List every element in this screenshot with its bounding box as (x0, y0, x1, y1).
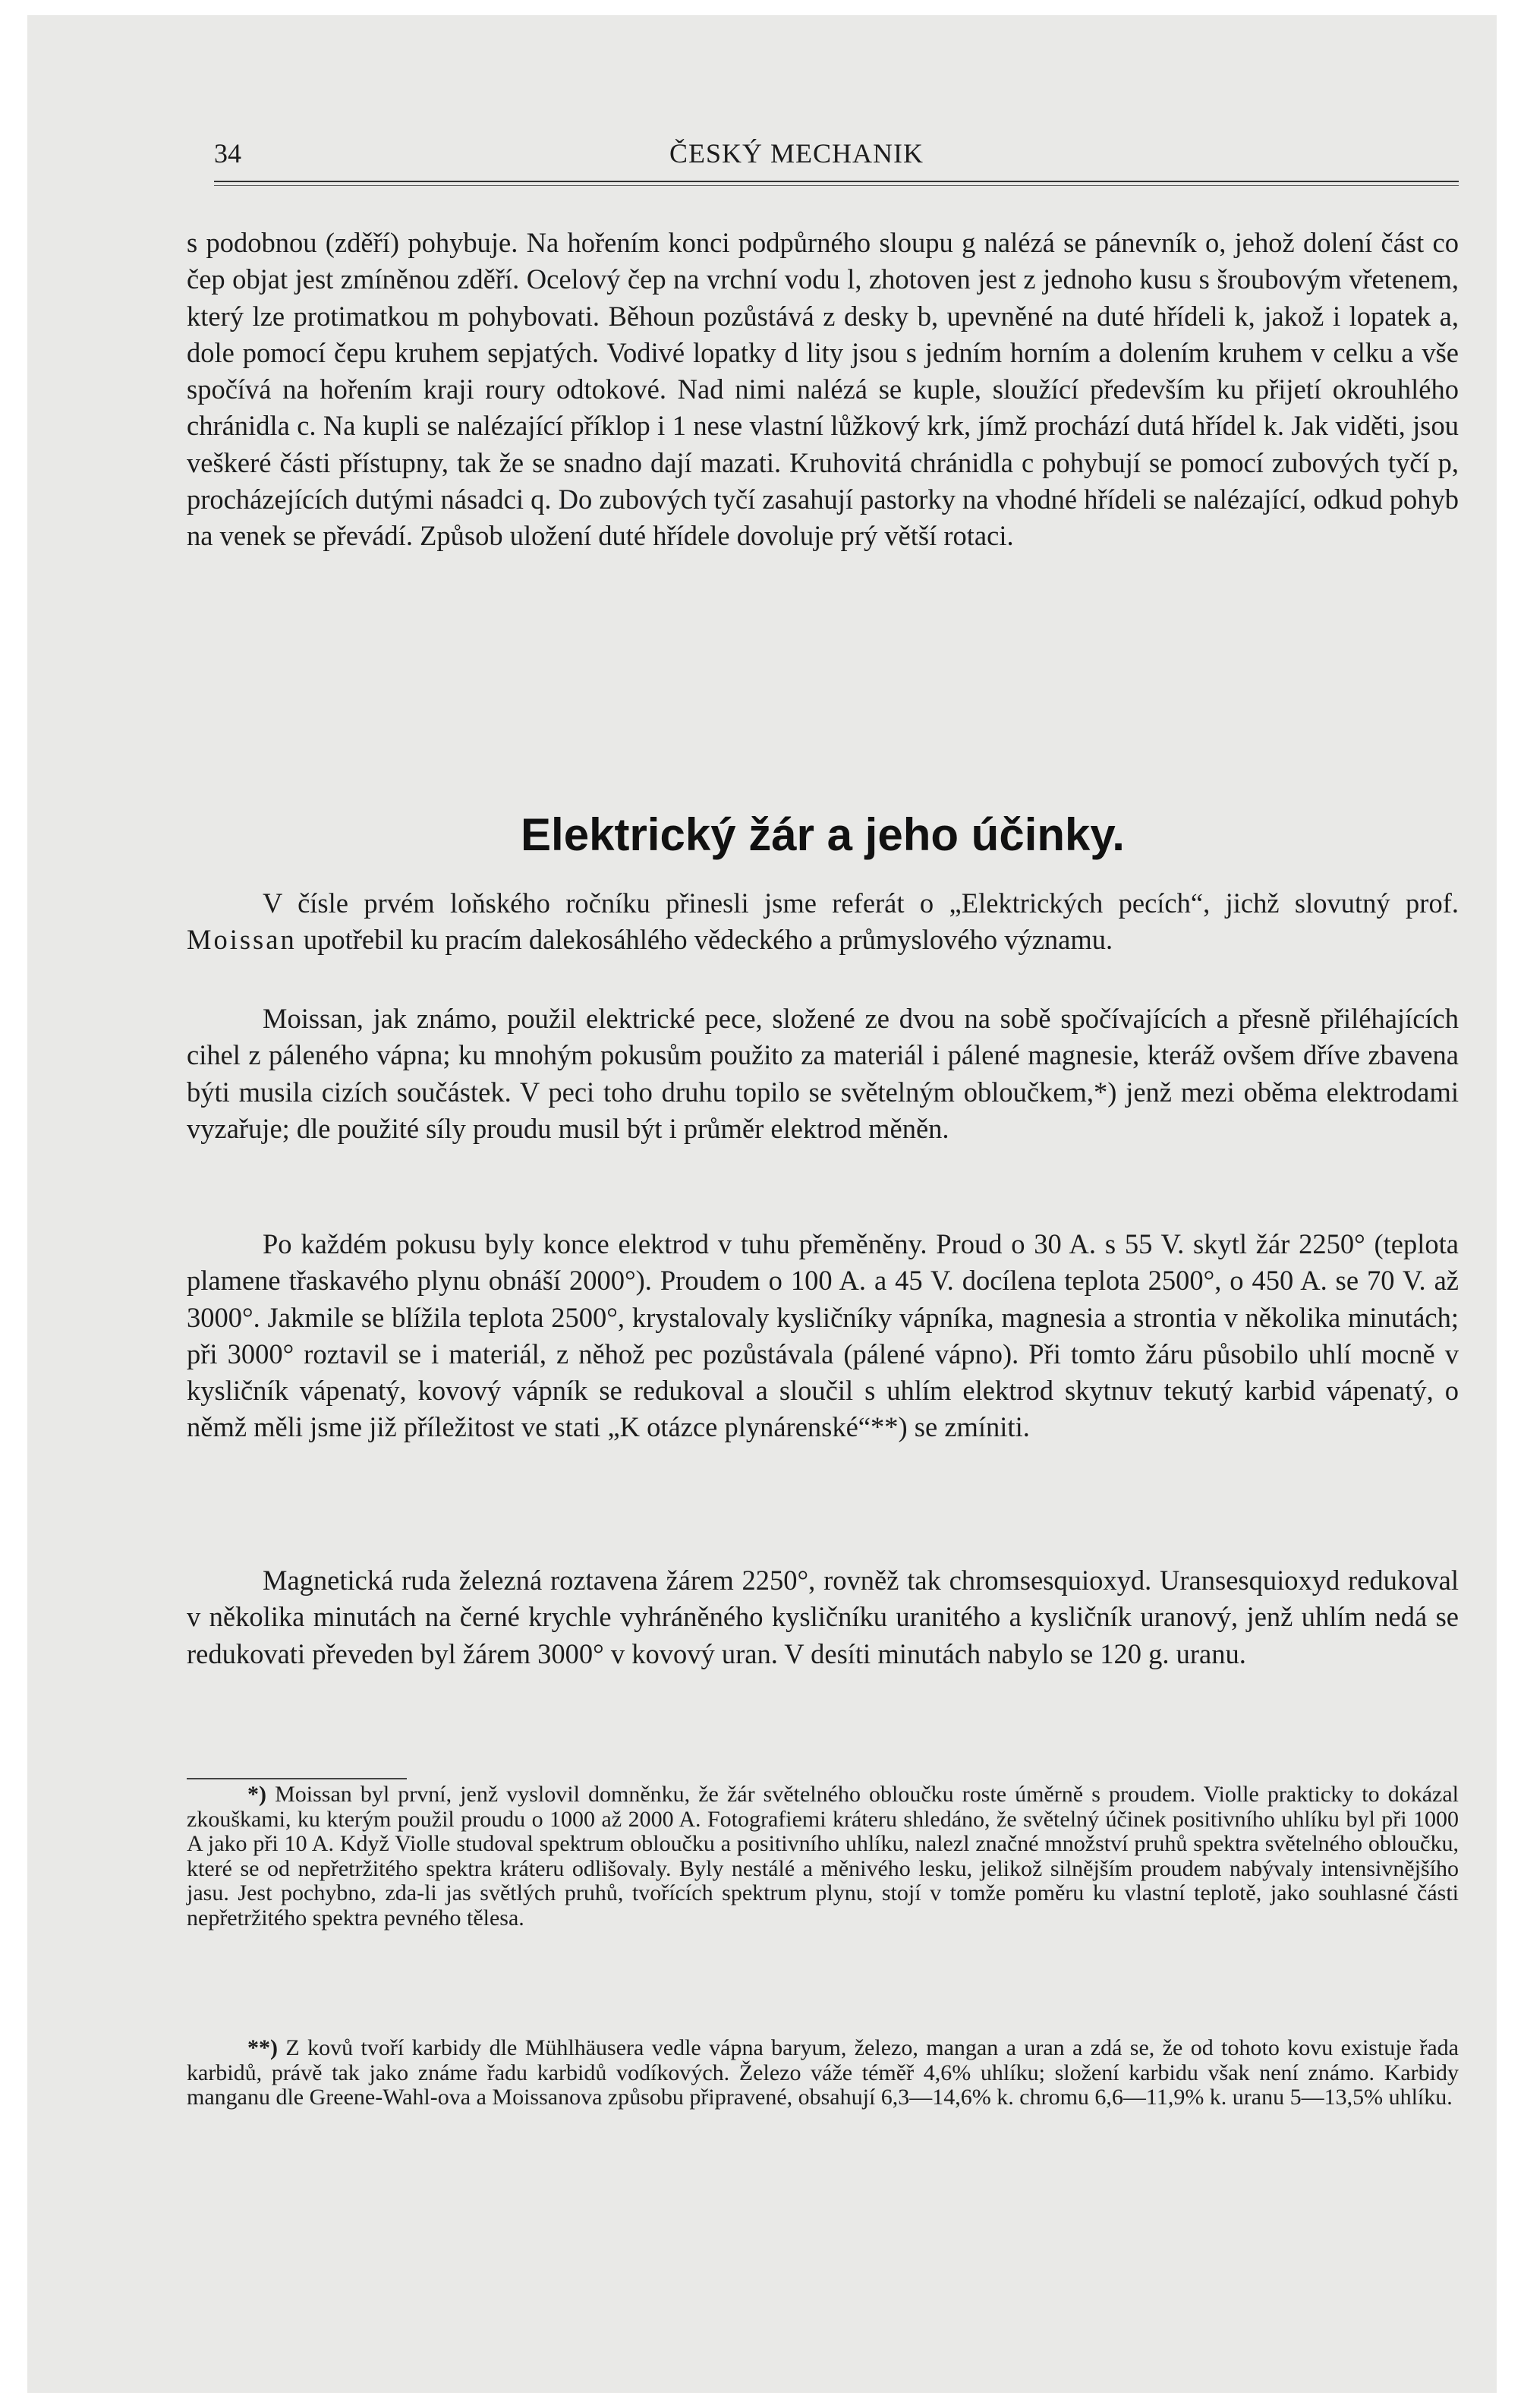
page-number: 34 (214, 138, 241, 169)
intro-paragraph: s podobnou (zděří) pohybuje. Na hořením konci podpůrného sloupu g nalézá se pánevník o, jehož dolení část co čep objat jest zmíněnou zděří. Ocelový čep na vrchní vodu l, zhotoven jest z jednoho kusu s šroubovým vřetenem, který lze protimatkou m pohybovati. Běhoun pozůstává z desky b, upevněné na duté hřídeli k, jakož i lopatek a, dole pomocí čepu kruhem sepjatých. Vodivé lopatky d lity jsou s jedním horním a dolením kruhem v celku a vše spočívá na hořením kraji roury odtokové. Nad nimi nalézá se kuple, sloužící především ku přijetí okrouhlého chránidla c. Na kupli se nalézající příklop i 1 nese vlastní lůžkový krk, jímž prochází dutá hřídel k. Jak viděti, jsou veškeré části přístupny, tak že se snadno dají mazati. Kruhovitá chránidla c pohybují se pomocí zubových tyčí p, procházejících dutými násadci q. Do zubových tyčí zasahují pastorky na vhodné hřídeli se nalézající, odkud pohyb na venek se převádí. Způsob uložení duté hřídele dovoluje prý větší rotaci. (187, 227, 1459, 552)
page-header (214, 134, 1459, 173)
footnote-marker: *) (247, 1782, 266, 1807)
running-title: ČESKÝ MECHANIK (669, 138, 924, 169)
author-name: Moissan (187, 924, 297, 956)
footnote-marker: **) (247, 2035, 278, 2060)
footnote-1 (187, 1782, 1459, 1930)
footnote-text: Moissan byl první, jenž vyslovil domněnku, že žár světelného obloučku roste úměrně s proudem. Violle prakticky to dokázal zkouškami, ku kterým použil proudu o 1000 až 2000 A. Fotografiemi kráteru shledáno, že světelný účinek positivního uhlíku byl při 1000 A jako při 10 A. Když Violle studoval spektrum obloučku a positivního uhlíku, nalezl značné množství pruhů spektra světelného obloučku, které se od nepřetržitého spektra kráteru odlišovaly. Byly nestálé a měnivého lesku, jelikož silnějším proudem nabývaly intensivnějšího jasu. Jest pochybno, zda-li jas světlých pruhů, tvořících spektrum plynu, stojí v tomže poměru ku vlastní teplotě, jako souhlasné části nepřetržitého spektra pevného tělesa. (187, 1782, 1459, 1930)
section-paragraph-3: Po každém pokusu byly konce elektrod v tuhu přeměněny. Proud o 30 A. s 55 V. skytl žár 2250° (teplota plamene třaskavého plynu obnáší 2000°). Proudem o 100 A. a 45 V. docílena teplota 2500°, o 450 A. se 70 V. až 3000°. Jakmile se blížila teplota 2500°, krystalovaly kysličníky vápníka, magnesia a strontia v několika minutách; při 3000° roztavil se i materiál, z něhož pec pozůstávala (pálené vápno). Při tomto žáru působilo uhlí mocně v kysličník vápenatý, kovový vápník se redukoval a sloučil s uhlím elektrod skytnuv tekutý karbid vápenatý, o němž měli jsme již příležitost ve stati „K otázce plynárenské“**) se zmíniti. (187, 1228, 1459, 1443)
section-paragraph-4: Magnetická ruda železná roztavena žárem 2250°, rovněž tak chromsesquioxyd. Uransesquioxyd redukoval v několika minutách na černé krychle vyhráněného kysličníku uranitého a kysličník uranový, jenž uhlím nedá se redukovati převeden byl žárem 3000° v kovový uran. V desíti minutách nabylo se 120 g. uranu. (187, 1565, 1459, 1669)
section-paragraph-1 (187, 885, 1459, 959)
section-paragraph-2: Moissan, jak známo, použil elektrické pece, složené ze dvou na sobě spočívajících a přesně přiléhajících cihel z páleného vápna; ku mnohým pokusům použito za materiál i pálené magnesie, kteráž ovšem dříve zbavena býti musila cizích součástek. V peci toho druhu topilo se světelným obloučkem,*) jenž mezi oběma elektrodami vyzařuje; dle použité síly proudu musil být i průměr elektrod měněn. (187, 1003, 1459, 1144)
header-rule (214, 181, 1459, 182)
section-title: Elektrický žár a jeho účinky. (521, 809, 1125, 860)
footnote-rule (187, 1778, 407, 1779)
paragraph-text: upotřebil ku pracím dalekosáhlého vědeckého a průmyslového významu. (296, 924, 1113, 956)
paragraph-text: V čísle prvém loňského ročníku přinesli jsme referát o „Elektrických pecích“, jichž slovutný prof. (263, 887, 1459, 919)
footnote-text: Z kovů tvoří karbidy dle Mühlhäusera vedle vápna baryum, železo, mangan a uran a zdá se, že od tohoto kovu existuje řada karbidů, právě tak jako známe řadu karbidů vodíkových. Železo váže téměř 4,6% uhlíku; složení karbidu však není známo. Karbidy manganu dle Greene-Wahl-ova a Moissanova způsobu připravené, obsahují 6,3—14,6% k. chromu 6,6—11,9% k. uranu 5—13,5% uhlíku. (187, 2035, 1459, 2110)
footnote-2 (187, 2036, 1459, 2110)
header-rule-thin (214, 185, 1459, 186)
